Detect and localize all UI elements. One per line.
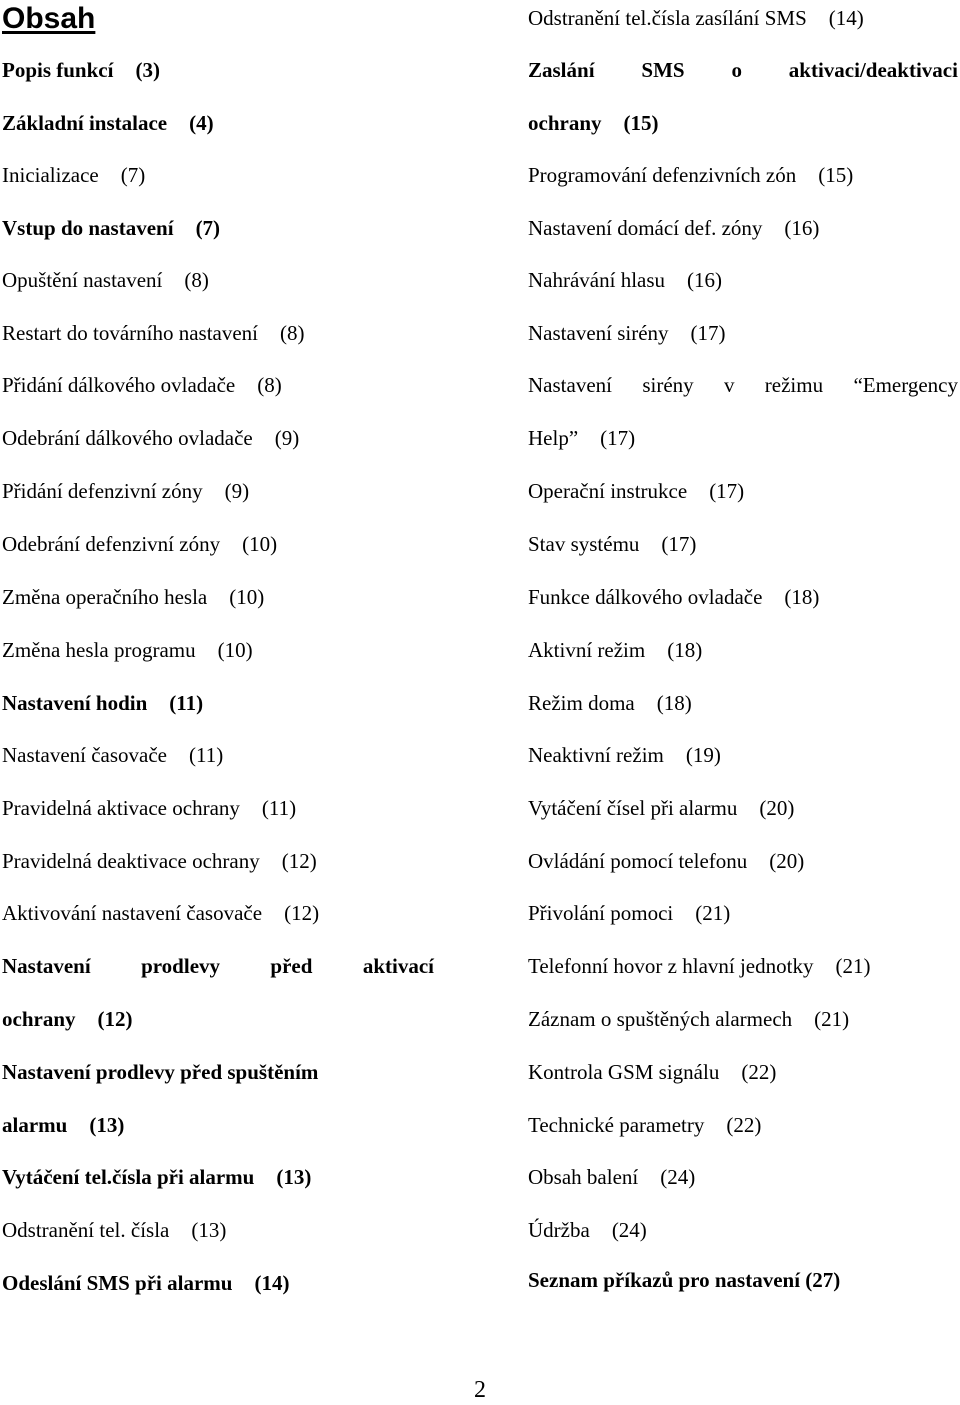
toc-entry-title: Odeslání SMS při alarmu: [2, 1271, 233, 1295]
toc-entry: [2, 320, 305, 346]
toc-entry-word: SMS: [641, 58, 685, 82]
toc-entry: [2, 215, 220, 241]
toc-entry-word: sirény: [642, 373, 694, 397]
toc-entry-title: Změna operačního hesla: [2, 585, 208, 609]
toc-entry-title: Inicializace: [2, 163, 99, 187]
toc-entry: [528, 57, 958, 83]
toc-entry: [2, 953, 434, 979]
toc-entry-title: Odebrání dálkového ovladače: [2, 426, 253, 450]
toc-entry-page: (8): [257, 373, 282, 397]
toc-entry: [528, 1217, 647, 1243]
toc-entry-page: (16): [687, 268, 723, 292]
toc-entry: [2, 848, 317, 874]
toc-entry-page: (17): [600, 426, 636, 450]
toc-entry-page: (4): [189, 111, 214, 135]
toc-entry-title: Aktivování nastavení časovače: [2, 901, 263, 925]
toc-entry: [528, 584, 819, 610]
toc-entry-title: Nastavení časovače: [2, 743, 167, 767]
toc-entry-title: Restart do továrního nastavení: [2, 321, 259, 345]
toc-entry-title: Neaktivní režim: [528, 743, 664, 767]
toc-entry-title: Aktivní režim: [528, 638, 646, 662]
toc-entry: [528, 953, 870, 979]
toc-entry-title: Help”: [528, 426, 579, 450]
toc-entry-word: režimu: [764, 373, 824, 397]
toc-entry: [528, 690, 692, 716]
toc-entry-title: alarmu: [2, 1113, 68, 1137]
toc-entry-page: (11): [261, 796, 297, 820]
toc-entry: [2, 531, 277, 557]
toc-entry: [2, 478, 249, 504]
toc-entry-page: (12): [281, 849, 317, 873]
toc-entry-page: (21): [695, 901, 731, 925]
toc-entry-page: (15): [818, 163, 854, 187]
toc-entry-title: Režim doma: [528, 691, 635, 715]
toc-entry-page: (17): [690, 321, 726, 345]
toc-entry-title: Ovládání pomocí telefonu: [528, 849, 748, 873]
toc-entry-page: (8): [184, 268, 209, 292]
toc-entry-title: Odstranění tel. čísla: [2, 1218, 170, 1242]
toc-entry: [2, 57, 160, 83]
toc-entry-title: Odebrání defenzivní zóny: [2, 532, 221, 556]
toc-entry: [2, 690, 203, 716]
toc-entry: [2, 1059, 318, 1085]
toc-entry-title: Programování defenzivních zón: [528, 163, 797, 187]
toc-entry: [2, 162, 145, 188]
toc-entry-page: (12): [284, 901, 320, 925]
toc-entry: [528, 110, 659, 136]
toc-entry-page: (10): [242, 532, 278, 556]
toc-entry-title: Opuštění nastavení: [2, 268, 163, 292]
toc-entry-title: Telefonní hovor z hlavní jednotky: [528, 954, 814, 978]
page-title: Obsah: [2, 2, 96, 35]
toc-entry-title: Nastavení sirény: [528, 321, 669, 345]
toc-entry-title: ochrany: [528, 111, 602, 135]
toc-entry-title: Popis funkcí: [2, 58, 114, 82]
toc-entry-title: Seznam příkazů pro nastavení (27): [528, 1268, 841, 1292]
toc-entry-page: (24): [660, 1165, 696, 1189]
toc-entry-page: (22): [726, 1113, 762, 1137]
toc-entry-title: Údržba: [528, 1218, 590, 1242]
toc-entry-title: Základní instalace: [2, 111, 168, 135]
toc-entry-title: Přidání defenzivní zóny: [2, 479, 203, 503]
toc-entry: [528, 1112, 761, 1138]
toc-entry-title: Pravidelná aktivace ochrany: [2, 796, 240, 820]
toc-entry-page: (21): [835, 954, 871, 978]
toc-entry: [2, 425, 299, 451]
toc-entry-title: Operační instrukce: [528, 479, 688, 503]
toc-entry-title: Funkce dálkového ovladače: [528, 585, 763, 609]
toc-entry-word: v: [723, 373, 735, 397]
toc-entry-page: (10): [229, 585, 265, 609]
toc-entry-page: (20): [759, 796, 795, 820]
toc-entry: [528, 1267, 840, 1293]
toc-entry: [2, 637, 253, 663]
toc-entry-title: Záznam o spuštěných alarmech: [528, 1007, 793, 1031]
toc-entry-word: aktivaci/deaktivaci: [788, 58, 958, 82]
toc-entry-title: Vytáčení tel.čísla při alarmu: [2, 1165, 255, 1189]
toc-entry-page: (17): [661, 532, 697, 556]
toc-entry-word: Nastavení: [528, 373, 612, 397]
toc-entry-title: Kontrola GSM signálu: [528, 1060, 720, 1084]
toc-entry-title: Odstranění tel.čísla zasílání SMS: [528, 6, 807, 30]
toc-entry-title: Nastavení prodlevy před spuštěním: [2, 1060, 319, 1084]
toc-entry-page: (15): [623, 111, 659, 135]
toc-entry: [2, 110, 214, 136]
toc-entry: [528, 425, 635, 451]
toc-entry: [528, 848, 804, 874]
toc-entry: [2, 267, 209, 293]
toc-entry: [528, 320, 726, 346]
toc-entry: [528, 1006, 849, 1032]
toc-entry-page: (9): [274, 426, 300, 450]
toc-entry-title: Přidání dálkového ovladače: [2, 373, 236, 397]
toc-entry-title: Vytáčení čísel při alarmu: [528, 796, 738, 820]
toc-entry-title: Stav systému: [528, 532, 640, 556]
toc-entry-page: (11): [189, 743, 224, 767]
toc-entry-page: (18): [784, 585, 820, 609]
toc-entry-title: Změna hesla programu: [2, 638, 196, 662]
toc-entry-page: (21): [814, 1007, 850, 1031]
toc-entry-title: Vstup do nastavení: [2, 216, 174, 240]
toc-entry: [528, 162, 853, 188]
toc-entry: [2, 1217, 226, 1243]
toc-entry-title: ochrany: [2, 1007, 76, 1031]
toc-entry: [528, 267, 722, 293]
toc-entry-page: (24): [611, 1218, 647, 1242]
toc-entry: [528, 1164, 695, 1190]
toc-entry-page: (7): [195, 216, 221, 240]
toc-entry-page: (10): [217, 638, 253, 662]
toc-entry-title: Nastavení domácí def. zóny: [528, 216, 763, 240]
toc-entry-page: (18): [656, 691, 692, 715]
toc-entry-page: (13): [89, 1113, 125, 1137]
toc-entry-title: Obsah balení: [528, 1165, 639, 1189]
toc-entry-page: (17): [709, 479, 745, 503]
toc-entry-word: Zaslání: [528, 58, 595, 82]
toc-entry-title: Technické parametry: [528, 1113, 705, 1137]
toc-entry-page: (9): [224, 479, 250, 503]
toc-entry: [2, 742, 223, 768]
toc-entry: [2, 1164, 311, 1190]
toc-entry: [2, 372, 282, 398]
toc-entry: [2, 1270, 289, 1296]
toc-entry: [528, 215, 819, 241]
toc-entry-page: (14): [828, 6, 864, 30]
toc-entry-title: Nastavení hodin: [2, 691, 148, 715]
toc-entry: [2, 1006, 133, 1032]
toc-entry: [528, 742, 721, 768]
toc-entry: [2, 900, 319, 926]
toc-entry-page: (22): [741, 1060, 777, 1084]
toc-entry-page: (20): [769, 849, 805, 873]
toc-entry: [528, 531, 696, 557]
toc-entry: [528, 478, 744, 504]
toc-entry-page: (13): [276, 1165, 312, 1189]
toc-entry-page: (8): [280, 321, 305, 345]
toc-entry: [2, 1112, 124, 1138]
toc-entry-word: aktivací: [362, 954, 434, 978]
toc-entry-word: “Emergency: [853, 373, 958, 397]
toc-entry-word: o: [731, 58, 742, 82]
toc-entry-page: (16): [784, 216, 820, 240]
toc-entry: [528, 372, 958, 398]
toc-entry-page: (12): [97, 1007, 133, 1031]
toc-entry-title: Pravidelná deaktivace ochrany: [2, 849, 260, 873]
toc-entry-title: Přivolání pomoci: [528, 901, 674, 925]
toc-entry: [528, 795, 794, 821]
toc-entry-word: prodlevy: [141, 954, 221, 978]
toc-entry-page: (3): [135, 58, 160, 82]
toc-entry-page: (14): [254, 1271, 290, 1295]
toc-entry-word: před: [270, 954, 313, 978]
page-number: 2: [474, 1377, 486, 1403]
toc-entry-title: Nahrávání hlasu: [528, 268, 666, 292]
toc-entry-page: (18): [667, 638, 703, 662]
toc-entry: [2, 584, 264, 610]
toc-entry-page: (11): [169, 691, 204, 715]
toc-entry-word: Nastavení: [2, 954, 91, 978]
toc-entry: [528, 1059, 776, 1085]
toc-entry-page: (19): [685, 743, 721, 767]
toc-entry: [528, 5, 864, 31]
toc-entry-page: (13): [191, 1218, 227, 1242]
toc-entry: [528, 637, 702, 663]
toc-entry-page: (7): [120, 163, 146, 187]
toc-entry: [528, 900, 730, 926]
toc-entry: [2, 795, 296, 821]
